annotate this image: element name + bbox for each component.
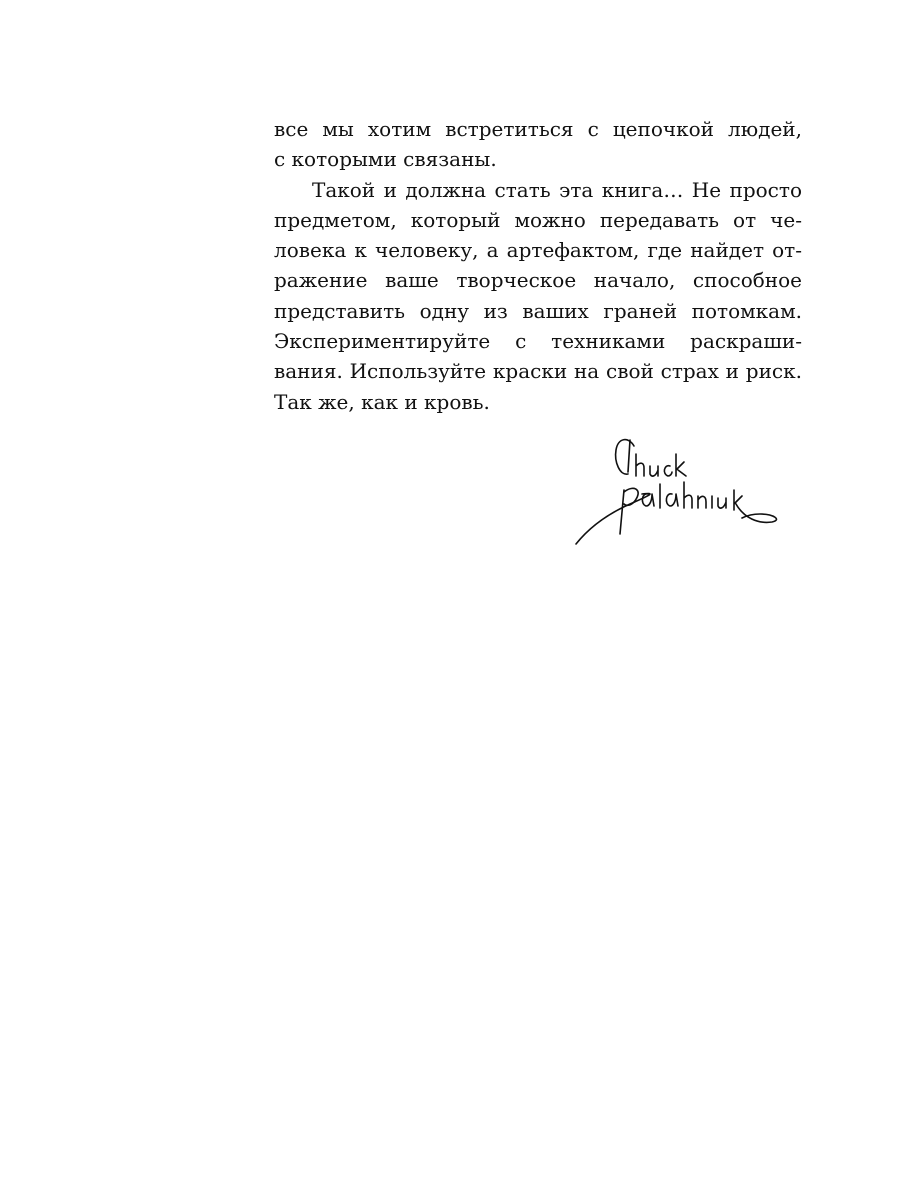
- text-line: представить одну из ваших граней потомкам.: [274, 298, 802, 323]
- text-line: Так же, как и кровь.: [274, 389, 490, 414]
- author-signature: [568, 432, 780, 550]
- text-line: предметом, который можно передавать от че-: [274, 207, 802, 232]
- text-line: ловека к человеку, а артефактом, где найдет от-: [274, 238, 802, 263]
- text-line: ражение ваше творческое начало, способное: [274, 268, 802, 293]
- paragraph-1: [274, 114, 802, 175]
- paragraph-2: [274, 175, 802, 417]
- text-line: с которыми связаны.: [274, 147, 497, 172]
- body-text: [274, 114, 802, 417]
- text-line: Экспериментируйте с техниками раскраши-: [274, 329, 802, 354]
- text-line: все мы хотим встретиться с цепочкой людей,: [274, 117, 802, 141]
- text-line: вания. Используйте краски на свой страх и риск.: [274, 359, 802, 384]
- text-line: Такой и должна стать эта книга… Не просто: [312, 177, 802, 202]
